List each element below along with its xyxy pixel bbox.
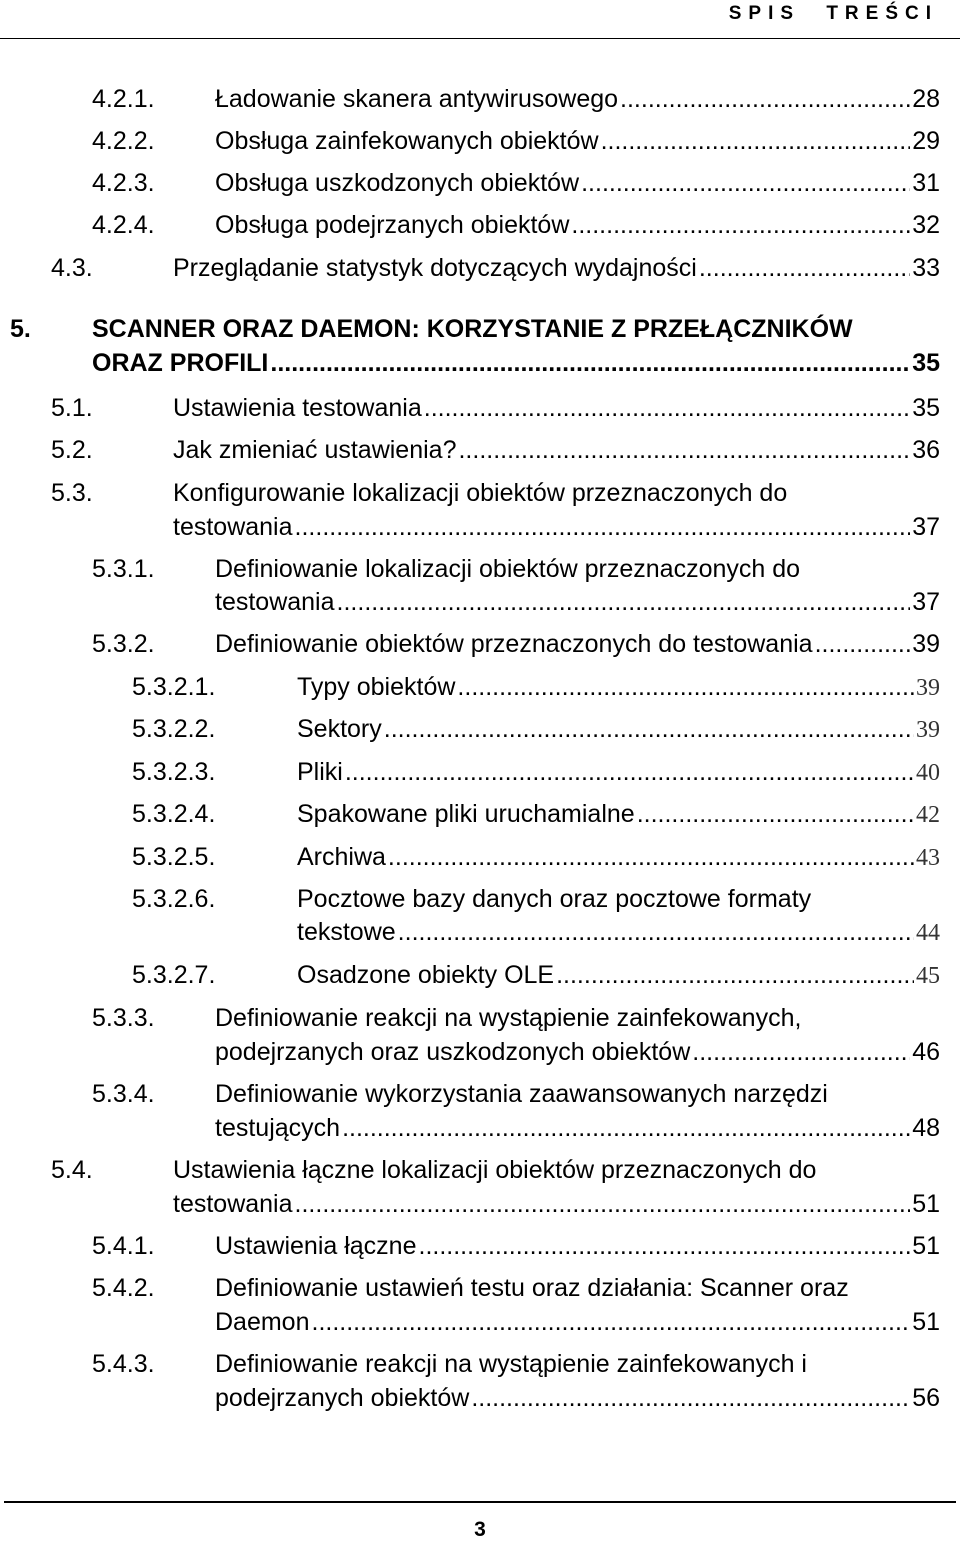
dot-leader	[342, 1111, 910, 1145]
toc-entry-number: 5.3.3.	[92, 1004, 155, 1032]
toc-entry-title-line: testowania	[173, 513, 293, 541]
toc-entry-number: 5.3.2.1.	[132, 673, 216, 701]
toc-entry-title-line: podejrzanych oraz uszkodzonych obiektów	[215, 1038, 691, 1066]
toc-entry-page: 37	[912, 588, 940, 616]
toc-entry-page: 43	[916, 845, 940, 871]
toc-entry-page: 37	[912, 513, 940, 541]
toc-entry-number: 5.4.	[51, 1156, 93, 1184]
toc-entry-number: 4.2.2.	[92, 127, 155, 155]
toc-entry-number: 5.3.4.	[92, 1080, 155, 1108]
dot-leader	[388, 840, 914, 874]
dot-leader	[692, 1035, 910, 1069]
toc-entry-page: 51	[912, 1190, 940, 1218]
page-number: 3	[474, 1518, 486, 1541]
toc-entry-number: 5.3.	[51, 479, 93, 507]
dot-leader	[419, 1229, 911, 1263]
toc-entry-title-line: testowania	[173, 1190, 293, 1218]
toc-entry-page: 36	[912, 436, 940, 464]
toc-entry-title-line: Spakowane pliki uruchamialne	[297, 800, 635, 828]
toc-entry-title-line: Definiowanie wykorzystania zaawansowanych narzędzi	[215, 1080, 828, 1108]
toc-entry-title-line: Ustawienia łączne lokalizacji obiektów przeznaczonych do	[173, 1156, 817, 1184]
toc-entry-title-line: Daemon	[215, 1308, 310, 1336]
toc-entry-number: 5.1.	[51, 394, 93, 422]
toc-entry-page: 39	[916, 675, 940, 701]
toc-entry-title-line: Definiowanie lokalizacji obiektów przeznaczonych do	[215, 555, 801, 583]
toc-entry-title-line: Pocztowe bazy danych oraz pocztowe formaty	[297, 885, 812, 913]
toc-entry-title-line: podejrzanych obiektów	[215, 1384, 470, 1412]
toc-entry-number: 4.2.1.	[92, 85, 155, 113]
toc-entry-title-line: Obsługa podejrzanych obiektów	[215, 211, 570, 239]
toc-entry-title-line: Ustawienia łączne	[215, 1232, 417, 1260]
toc-entry-title-line: Osadzone obiekty OLE	[297, 961, 555, 989]
toc-entry-page: 33	[912, 254, 940, 282]
toc-entry-number: 5.3.2.5.	[132, 843, 216, 871]
toc-entry-title-line: Definiowanie reakcji na wystąpienie zainfekowanych i	[215, 1350, 807, 1378]
running-header: SPIS TREŚCI	[728, 3, 938, 24]
toc-entry-page: 35	[912, 394, 940, 422]
toc-entry-title-line: Archiwa	[297, 843, 386, 871]
toc-entry-number: 4.2.3.	[92, 169, 155, 197]
toc-entry-title-line: Sektory	[297, 715, 382, 743]
toc-entry-page: 40	[916, 760, 940, 786]
toc-entry-number: 4.3.	[51, 254, 93, 282]
toc-entry-title-line: tekstowe	[297, 918, 396, 946]
dot-leader	[270, 346, 910, 380]
toc-entry-title-line: Definiowanie reakcji na wystąpienie zainfekowanych,	[215, 1004, 802, 1032]
toc-entry-number: 5.3.2.2.	[132, 715, 216, 743]
dot-leader	[345, 755, 914, 789]
toc-entry-number: 5.3.2.7.	[132, 961, 216, 989]
dot-leader	[699, 251, 910, 285]
toc-entry-number: 5.3.2.6.	[132, 885, 216, 913]
toc-entry-page: 28	[912, 85, 940, 113]
toc-entry-title-line: Typy obiektów	[297, 673, 456, 701]
toc-entry-page: 35	[912, 349, 940, 377]
toc-entry-title-line: Ładowanie skanera antywirusowego	[215, 85, 619, 113]
toc-entry-title-line: Przeglądanie statystyk dotyczących wydajności	[173, 254, 697, 282]
toc-entry-title-line: Jak zmieniać ustawienia?	[173, 436, 457, 464]
toc-entry-title-line: Konfigurowanie lokalizacji obiektów przeznaczonych do	[173, 479, 788, 507]
dot-leader	[295, 1187, 911, 1221]
toc-entry-page: 44	[916, 920, 940, 946]
toc-entry-page: 45	[916, 963, 940, 989]
toc-entry-page: 32	[912, 211, 940, 239]
dot-leader	[458, 433, 910, 467]
toc-entry-title-line: testujących	[215, 1114, 341, 1142]
dot-leader	[457, 670, 914, 704]
footer-rule	[4, 1501, 956, 1503]
toc-entry-number: 5.4.1.	[92, 1232, 155, 1260]
dot-leader	[295, 510, 911, 544]
toc-entry-page: 29	[912, 127, 940, 155]
toc-entry-title-line: Obsługa uszkodzonych obiektów	[215, 169, 580, 197]
dot-leader	[571, 208, 910, 242]
toc-entry-title-line: Obsługa zainfekowanych obiektów	[215, 127, 599, 155]
dot-leader	[337, 585, 911, 619]
toc-entry-page: 56	[912, 1384, 940, 1412]
toc-entry-number: 5.	[10, 315, 31, 343]
dot-leader	[620, 82, 910, 116]
toc-entry-number: 5.3.1.	[92, 555, 155, 583]
toc-entry-page: 39	[912, 630, 940, 658]
toc-entry-title-line: Pliki	[297, 758, 343, 786]
toc-entry-number: 5.3.2.	[92, 630, 155, 658]
toc-entry-title-line: Definiowanie ustawień testu oraz działania: Scanner oraz	[215, 1274, 849, 1302]
toc-entry-page: 51	[912, 1308, 940, 1336]
toc-entry-title-line: testowania	[215, 588, 335, 616]
toc-entry-page: 31	[912, 169, 940, 197]
dot-leader	[384, 712, 914, 746]
toc-entry-number: 5.2.	[51, 436, 93, 464]
dot-leader	[471, 1381, 910, 1415]
dot-leader	[637, 797, 914, 831]
dot-leader	[581, 166, 910, 200]
dot-leader	[815, 627, 911, 661]
toc-entry-page: 39	[916, 717, 940, 743]
toc-entry-title-line: SCANNER ORAZ DAEMON: KORZYSTANIE Z PRZEŁĄCZNIKÓW	[92, 315, 853, 343]
toc-entry-title-line: ORAZ PROFILI	[92, 349, 269, 377]
toc-entry-number: 5.3.2.3.	[132, 758, 216, 786]
dot-leader	[398, 915, 914, 949]
toc-entry-number: 5.4.2.	[92, 1274, 155, 1302]
dot-leader	[312, 1305, 911, 1339]
toc-entry-title-line: Definiowanie obiektów przeznaczonych do testowania	[215, 630, 813, 658]
dot-leader	[424, 391, 910, 425]
toc-entry-number: 5.3.2.4.	[132, 800, 216, 828]
header-rule	[0, 38, 960, 39]
toc-entry-page: 46	[912, 1038, 940, 1066]
toc-entry-page: 48	[912, 1114, 940, 1142]
toc-entry-title-line: Ustawienia testowania	[173, 394, 422, 422]
toc-entry-number: 4.2.4.	[92, 211, 155, 239]
toc-entry-number: 5.4.3.	[92, 1350, 155, 1378]
dot-leader	[556, 958, 914, 992]
toc-entry-page: 42	[916, 802, 940, 828]
dot-leader	[601, 124, 911, 158]
toc-entry-page: 51	[912, 1232, 940, 1260]
